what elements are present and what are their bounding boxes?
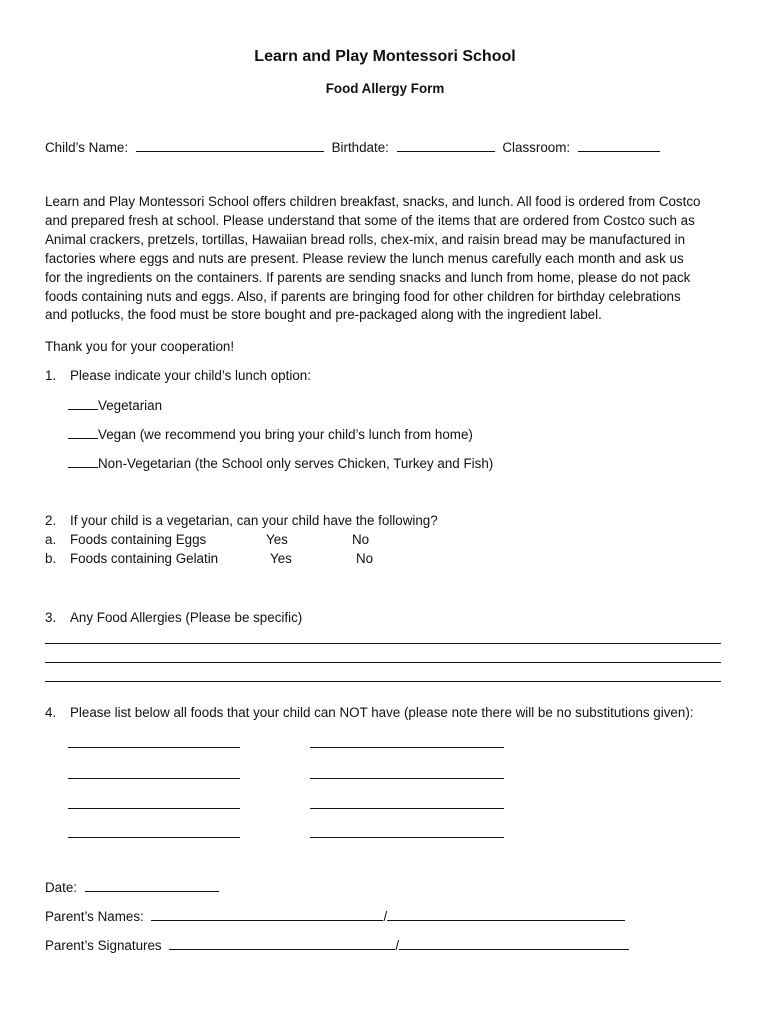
restricted-food-line[interactable]: [68, 808, 240, 809]
question-1: [45, 368, 311, 383]
child-name-field[interactable]: [136, 139, 324, 152]
allergy-line[interactable]: [45, 643, 721, 644]
birthdate-label: Birthdate:: [331, 140, 389, 155]
date-row: [45, 879, 219, 895]
question-4: [45, 705, 694, 720]
intro-paragraph: [45, 193, 725, 325]
question-text: If your child is a vegetarian, can your child have the following?: [70, 513, 438, 528]
parents-names-row: [45, 908, 625, 924]
child-name-label: Child’s Name:: [45, 140, 129, 155]
question-number: 4.: [45, 705, 57, 720]
restricted-food-line[interactable]: [310, 808, 504, 809]
classroom-field[interactable]: [578, 139, 660, 152]
parent-name-field-1[interactable]: [151, 908, 383, 921]
classroom-label: Classroom:: [502, 140, 571, 155]
question-2: [45, 513, 438, 528]
restricted-food-line[interactable]: [310, 778, 504, 779]
vegan-checkbox[interactable]: [68, 426, 98, 439]
restricted-food-line[interactable]: [68, 837, 240, 838]
question-number: 3.: [45, 610, 57, 625]
eggs-yes-option[interactable]: Yes: [266, 532, 288, 547]
allergy-line[interactable]: [45, 662, 721, 663]
restricted-food-line[interactable]: [310, 837, 504, 838]
restricted-food-line[interactable]: [68, 747, 240, 748]
separator: /: [395, 938, 400, 953]
gelatin-no-option[interactable]: No: [356, 551, 374, 566]
question-text: Please list below all foods that your child can NOT have (please note there will be no substitutions given):: [70, 705, 694, 720]
birthdate-field[interactable]: [397, 139, 495, 152]
parent-name-field-2[interactable]: [387, 908, 625, 921]
eggs-no-option[interactable]: No: [352, 532, 370, 547]
non-vegetarian-checkbox[interactable]: [68, 455, 98, 468]
option-non-vegetarian: [68, 455, 493, 471]
q2-item-eggs: [45, 532, 206, 547]
restricted-food-line[interactable]: [68, 778, 240, 779]
question-text: Please indicate your child’s lunch option:: [70, 368, 311, 383]
parents-names-label: Parent’s Names:: [45, 909, 144, 924]
separator: /: [383, 909, 388, 924]
header-fields-row: [45, 139, 660, 155]
date-label: Date:: [45, 880, 78, 895]
item-label: Foods containing Gelatin: [70, 551, 219, 566]
question-number: 2.: [45, 513, 57, 528]
intro-line: Animal crackers, pretzels, tortillas, Hawaiian bread rolls, chex-mix, and raisin bread may be manufactured in: [45, 231, 686, 247]
option-vegetarian: [68, 397, 162, 413]
restricted-food-line[interactable]: [310, 747, 504, 748]
form-subtitle: Food Allergy Form: [325, 81, 445, 96]
parent-signature-field-1[interactable]: [169, 937, 395, 950]
option-label: Vegetarian: [98, 398, 163, 413]
item-label: Foods containing Eggs: [70, 532, 207, 547]
option-vegan: [68, 426, 473, 442]
thanks-text: Thank you for your cooperation!: [45, 339, 235, 354]
question-3: [45, 610, 302, 625]
intro-line: for the ingredients on the containers. If parents are sending snacks and lunch from home, please do not pack: [45, 269, 691, 285]
question-number: 1.: [45, 368, 57, 383]
option-label: Vegan (we recommend you bring your child’s lunch from home): [98, 427, 473, 442]
parents-signatures-row: [45, 937, 629, 953]
vegetarian-checkbox[interactable]: [68, 397, 98, 410]
intro-line: foods containing nuts and eggs. Also, if parents are bringing food for other children for birthday celebrations: [45, 288, 681, 304]
intro-line: and prepared fresh at school. Please understand that some of the items that are ordered from Costco such as: [45, 212, 695, 228]
form-title: Learn and Play Montessori School: [254, 48, 516, 65]
q2-item-gelatin: [45, 551, 218, 566]
gelatin-yes-option[interactable]: Yes: [270, 551, 292, 566]
intro-line: and potlucks, the food must be store bought and pre-packaged along with the ingredient label.: [45, 307, 602, 323]
intro-line: factories where eggs and nuts are present. Please review the lunch menus carefully each month and ask us: [45, 250, 684, 266]
parent-signature-field-2[interactable]: [399, 937, 629, 950]
item-letter: a.: [45, 532, 57, 547]
date-field[interactable]: [85, 879, 219, 892]
item-letter: b.: [45, 551, 57, 566]
allergy-line[interactable]: [45, 681, 721, 682]
parents-signatures-label: Parent’s Signatures: [45, 938, 162, 953]
question-text: Any Food Allergies (Please be specific): [70, 610, 303, 625]
intro-line: Learn and Play Montessori School offers children breakfast, snacks, and lunch. All food is ordered from Costco: [45, 194, 701, 209]
option-label: Non-Vegetarian (the School only serves Chicken, Turkey and Fish): [98, 456, 494, 471]
